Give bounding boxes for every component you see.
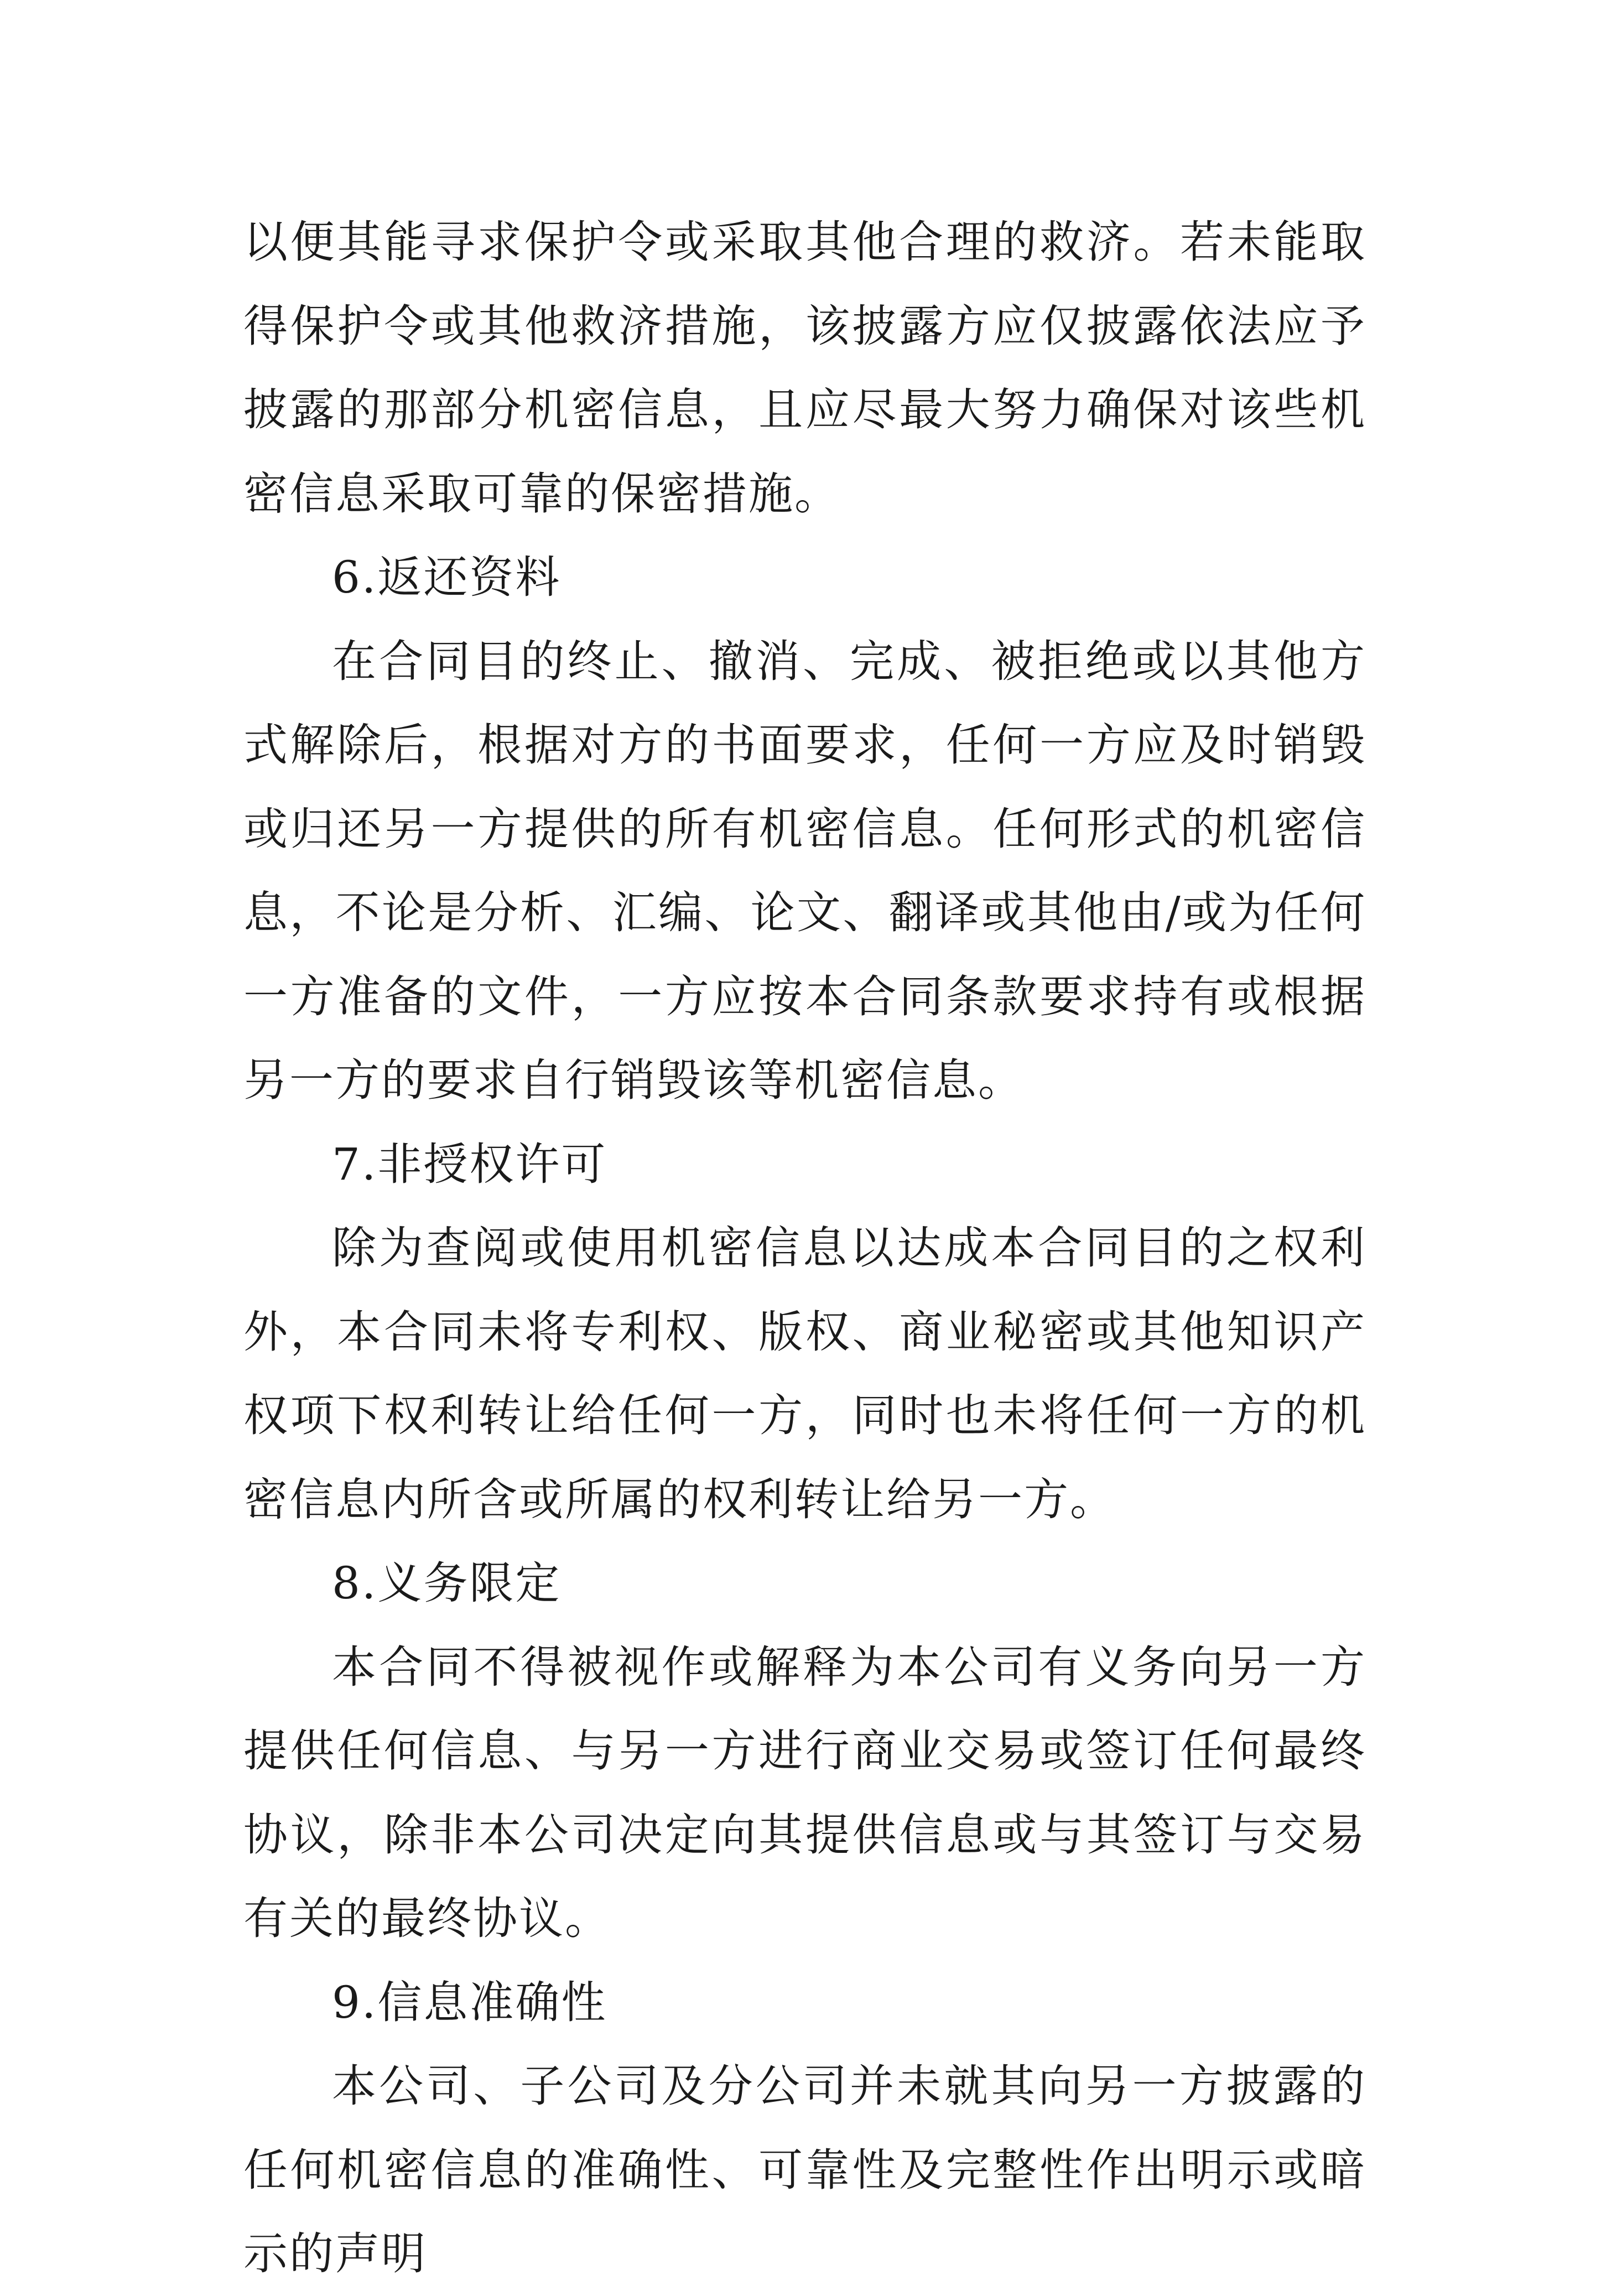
document-page	[243, 200, 1366, 2296]
paragraph-information-accuracy: 本公司、子公司及分公司并未就其向另一方披露的任何机密信息的准确性、可靠性及完整性作出明示或暗示的声明	[243, 2060, 1366, 2279]
section-heading-obligation-limits: 8.义务限定	[332, 1557, 562, 1609]
section-heading-information-accuracy: 9.信息准确性	[332, 1976, 607, 2028]
paragraph-obligation-limits: 本合同不得被视作或解释为本公司有义务向另一方提供任何信息、与另一方进行商业交易或签订任何最终协议，除非本公司决定向其提供信息或与其签订与交易有关的最终协议。	[243, 1641, 1366, 1944]
section-heading-no-license: 7.非授权许可	[332, 1138, 607, 1190]
paragraph-return-materials: 在合同目的终止、撤消、完成、被拒绝或以其他方式解除后，根据对方的书面要求，任何一方应及时销毁或归还另一方提供的所有机密信息。任何形式的机密信息，不论是分析、汇编、论文、翻译或其他由/或为任何一方准备的文件，一方应按本合同条款要求持有或根据另一方的要求自行销毁该等机密信息。	[243, 635, 1366, 1106]
paragraph-continued-disclosure: 以便其能寻求保护令或采取其他合理的救济。若未能取得保护令或其他救济措施，该披露方应仅披露依法应予披露的那部分机密信息，且应尽最大努力确保对该些机密信息采取可靠的保密措施。	[243, 216, 1366, 520]
paragraph-no-license: 除为查阅或使用机密信息以达成本合同目的之权利外，本合同未将专利权、版权、商业秘密或其他知识产权项下权利转让给任何一方，同时也未将任何一方的机密信息内所含或所属的权利转让给另一方。	[243, 1222, 1366, 1525]
section-heading-return-materials: 6.返还资料	[332, 552, 562, 603]
